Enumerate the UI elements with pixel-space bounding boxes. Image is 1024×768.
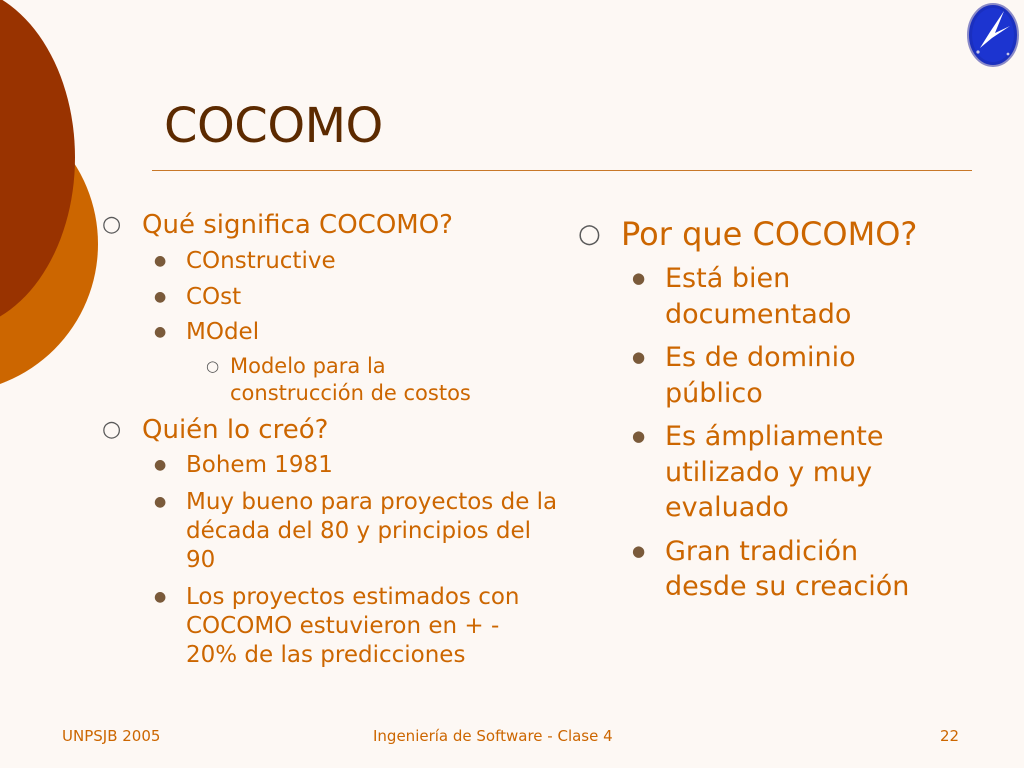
hollow-circle-bullet-icon: ○ <box>102 417 122 442</box>
dot-bullet-icon: ● <box>154 494 167 510</box>
bullet-level2 <box>102 283 562 312</box>
dot-bullet-icon: ● <box>632 541 646 560</box>
bullet-text: Los proyectos estimados con COCOMO estuvieron en + - 20% de las predicciones <box>186 584 520 668</box>
seagull-emblem-icon <box>966 2 1020 68</box>
bullet-text: Qué significa COCOMO? <box>142 210 453 240</box>
bullet-text: Es de dominio público <box>665 342 856 409</box>
hollow-circle-bullet-icon: ○ <box>578 219 601 249</box>
bullet-text: MOdel <box>186 319 260 345</box>
dot-bullet-icon: ● <box>632 427 646 445</box>
bullet-text: Modelo para la construcción de costos <box>230 354 471 405</box>
dot-bullet-icon: ● <box>154 457 167 473</box>
bullet-level3 <box>102 353 500 407</box>
bullet-text: Quién lo creó? <box>142 415 329 445</box>
bullet-level2 <box>578 419 915 526</box>
bullet-level2 <box>102 583 536 670</box>
bullet-text: COnstructive <box>186 248 336 274</box>
bullet-level1 <box>102 210 562 240</box>
bullet-level2 <box>102 488 561 575</box>
bullet-text: Muy bueno para proyectos de la década del 80 y principios del 90 <box>186 489 558 573</box>
bullet-level2 <box>102 318 562 347</box>
dot-bullet-icon: ● <box>154 324 167 340</box>
footer-left: UNPSJB 2005 <box>62 727 161 745</box>
bullet-level2 <box>102 247 562 276</box>
bullet-text: Gran tradición desde su creación <box>665 535 910 602</box>
footer-page-number: 22 <box>940 727 960 745</box>
bullet-text: Es ámpliamente utilizado y muy evaluado <box>665 421 884 523</box>
bullet-level1 <box>102 415 562 445</box>
bullet-level2 <box>578 261 895 332</box>
footer-center: Ingeniería de Software - Clase 4 <box>373 727 613 745</box>
title-divider <box>152 170 972 171</box>
right-column <box>578 215 998 605</box>
dot-bullet-icon: ● <box>154 253 167 269</box>
dot-bullet-icon: ● <box>632 348 646 366</box>
bullet-level2 <box>578 340 905 411</box>
hollow-circle-bullet-icon: ○ <box>206 357 220 375</box>
bullet-level2 <box>102 451 562 480</box>
dot-bullet-icon: ● <box>154 589 167 605</box>
bullet-text: COst <box>186 284 242 310</box>
left-column <box>102 210 562 670</box>
bullet-text: Bohem 1981 <box>186 452 333 478</box>
hollow-circle-bullet-icon: ○ <box>102 212 122 237</box>
bullet-text: Está bien documentado <box>665 263 852 330</box>
dot-bullet-icon: ● <box>632 269 646 287</box>
bullet-level2 <box>578 534 945 605</box>
slide-title: COCOMO <box>164 98 383 154</box>
dot-bullet-icon: ● <box>154 289 167 305</box>
bullet-level1 <box>578 215 998 253</box>
bullet-text: Por que COCOMO? <box>621 215 918 253</box>
